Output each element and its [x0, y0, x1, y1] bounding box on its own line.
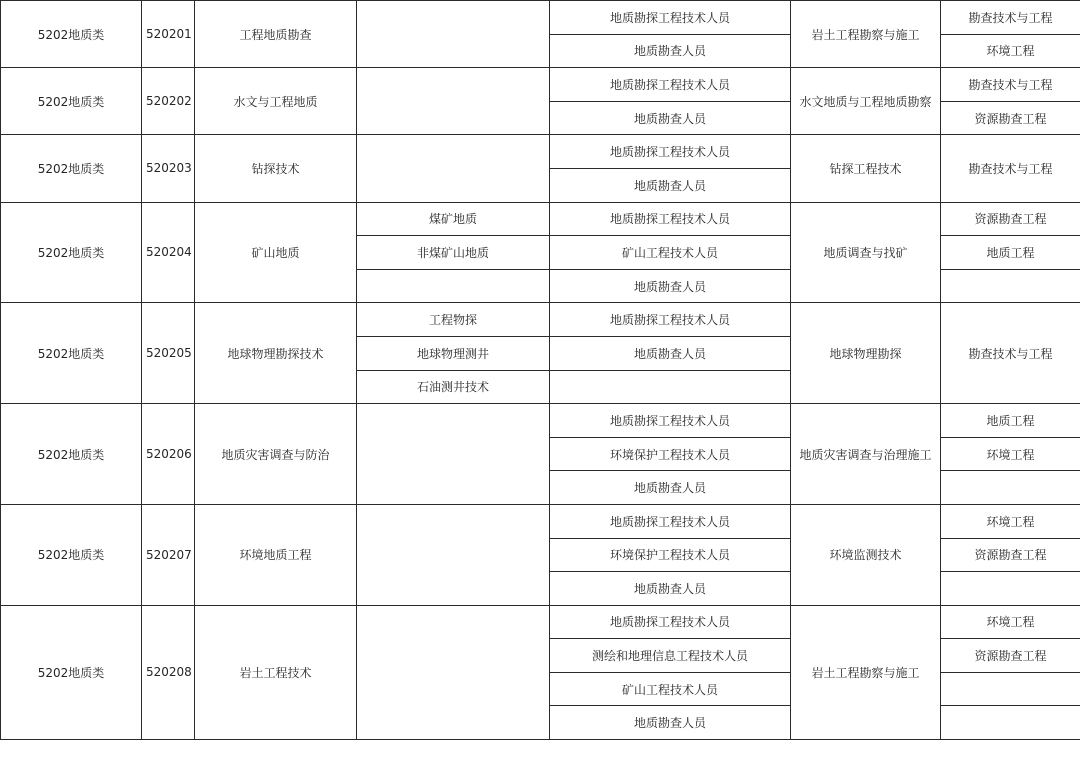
direction-cell: [357, 404, 550, 505]
undergrad-major-cell: [941, 471, 1080, 505]
direction-cell: 石油测井技术: [357, 370, 550, 404]
table-row: [1, 1, 1080, 35]
direction-cell: [357, 504, 550, 605]
undergrad-major-cell: 资源勘查工程: [941, 538, 1080, 572]
major-name-cell: 地球物理勘探技术: [195, 303, 357, 404]
direction-cell: 地球物理测井: [357, 336, 550, 370]
undergrad-major-cell: 地质工程: [941, 404, 1080, 438]
category-cell: 5202地质类: [1, 605, 142, 739]
code-cell: 520206: [142, 404, 195, 505]
category-cell: 5202地质类: [1, 404, 142, 505]
undergrad-major-cell: 环境工程: [941, 34, 1080, 68]
undergrad-major-cell: 勘查技术与工程: [941, 68, 1080, 102]
table-row: [1, 303, 1080, 337]
direction-cell: 煤矿地质: [357, 202, 550, 236]
vocational-major-cell: 岩土工程勘察与施工: [791, 1, 941, 68]
code-cell: 520207: [142, 504, 195, 605]
job-cell: 环境保护工程技术人员: [550, 538, 791, 572]
job-cell: 测绘和地理信息工程技术人员: [550, 639, 791, 673]
direction-cell: [357, 605, 550, 739]
direction-cell: [357, 1, 550, 68]
table-row: [1, 135, 1080, 169]
vocational-major-cell: 地质灾害调查与治理施工: [791, 404, 941, 505]
major-name-cell: 环境地质工程: [195, 504, 357, 605]
code-cell: 520201: [142, 1, 195, 68]
job-cell: 地质勘查人员: [550, 34, 791, 68]
direction-cell: [357, 68, 550, 135]
category-cell: 5202地质类: [1, 68, 142, 135]
table-row: [1, 202, 1080, 236]
undergrad-major-cell: [941, 672, 1080, 706]
job-cell: 地质勘探工程技术人员: [550, 605, 791, 639]
vocational-major-cell: 水文地质与工程地质勘察: [791, 68, 941, 135]
undergrad-major-cell: 环境工程: [941, 504, 1080, 538]
category-cell: 5202地质类: [1, 1, 142, 68]
direction-cell: [357, 135, 550, 202]
table-row: [1, 605, 1080, 639]
undergrad-major-cell: [941, 269, 1080, 303]
job-cell: 地质勘探工程技术人员: [550, 303, 791, 337]
job-cell: 地质勘查人员: [550, 572, 791, 606]
undergrad-major-cell: [941, 572, 1080, 606]
code-cell: 520205: [142, 303, 195, 404]
job-cell: 矿山工程技术人员: [550, 236, 791, 270]
code-cell: 520204: [142, 202, 195, 303]
code-cell: 520203: [142, 135, 195, 202]
undergrad-major-cell: 环境工程: [941, 437, 1080, 471]
job-cell: 环境保护工程技术人员: [550, 437, 791, 471]
table-row: [1, 68, 1080, 102]
direction-cell: 非煤矿山地质: [357, 236, 550, 270]
category-cell: 5202地质类: [1, 135, 142, 202]
job-cell: 地质勘探工程技术人员: [550, 1, 791, 35]
vocational-major-cell: 环境监测技术: [791, 504, 941, 605]
major-name-cell: 水文与工程地质: [195, 68, 357, 135]
category-cell: 5202地质类: [1, 504, 142, 605]
code-cell: 520208: [142, 605, 195, 739]
job-cell: 地质勘查人员: [550, 168, 791, 202]
vocational-major-cell: 岩土工程勘察与施工: [791, 605, 941, 739]
direction-cell: 工程物探: [357, 303, 550, 337]
job-cell: 地质勘查人员: [550, 471, 791, 505]
undergrad-major-cell: 勘查技术与工程: [941, 303, 1080, 404]
job-cell: 地质勘探工程技术人员: [550, 202, 791, 236]
vocational-major-cell: 地球物理勘探: [791, 303, 941, 404]
undergrad-major-cell: 资源勘查工程: [941, 202, 1080, 236]
undergrad-major-cell: 地质工程: [941, 236, 1080, 270]
undergrad-major-cell: 资源勘查工程: [941, 639, 1080, 673]
direction-cell: [357, 269, 550, 303]
job-cell: 地质勘查人员: [550, 269, 791, 303]
major-name-cell: 岩土工程技术: [195, 605, 357, 739]
major-name-cell: 钻探技术: [195, 135, 357, 202]
table-row: [1, 404, 1080, 438]
category-cell: 5202地质类: [1, 202, 142, 303]
job-cell: 地质勘查人员: [550, 336, 791, 370]
code-cell: 520202: [142, 68, 195, 135]
undergrad-major-cell: 环境工程: [941, 605, 1080, 639]
table-row: [1, 504, 1080, 538]
undergrad-major-cell: 勘查技术与工程: [941, 1, 1080, 35]
major-name-cell: 工程地质勘查: [195, 1, 357, 68]
job-cell: 地质勘探工程技术人员: [550, 404, 791, 438]
major-name-cell: 地质灾害调查与防治: [195, 404, 357, 505]
vocational-major-cell: 地质调查与找矿: [791, 202, 941, 303]
job-cell: [550, 370, 791, 404]
job-cell: 地质勘查人员: [550, 706, 791, 740]
job-cell: 地质勘探工程技术人员: [550, 504, 791, 538]
major-name-cell: 矿山地质: [195, 202, 357, 303]
job-cell: 矿山工程技术人员: [550, 672, 791, 706]
job-cell: 地质勘查人员: [550, 101, 791, 135]
undergrad-major-cell: 勘查技术与工程: [941, 135, 1080, 202]
undergrad-major-cell: 资源勘查工程: [941, 101, 1080, 135]
job-cell: 地质勘探工程技术人员: [550, 68, 791, 102]
undergrad-major-cell: [941, 706, 1080, 740]
vocational-major-cell: 钻探工程技术: [791, 135, 941, 202]
job-cell: 地质勘探工程技术人员: [550, 135, 791, 169]
category-cell: 5202地质类: [1, 303, 142, 404]
